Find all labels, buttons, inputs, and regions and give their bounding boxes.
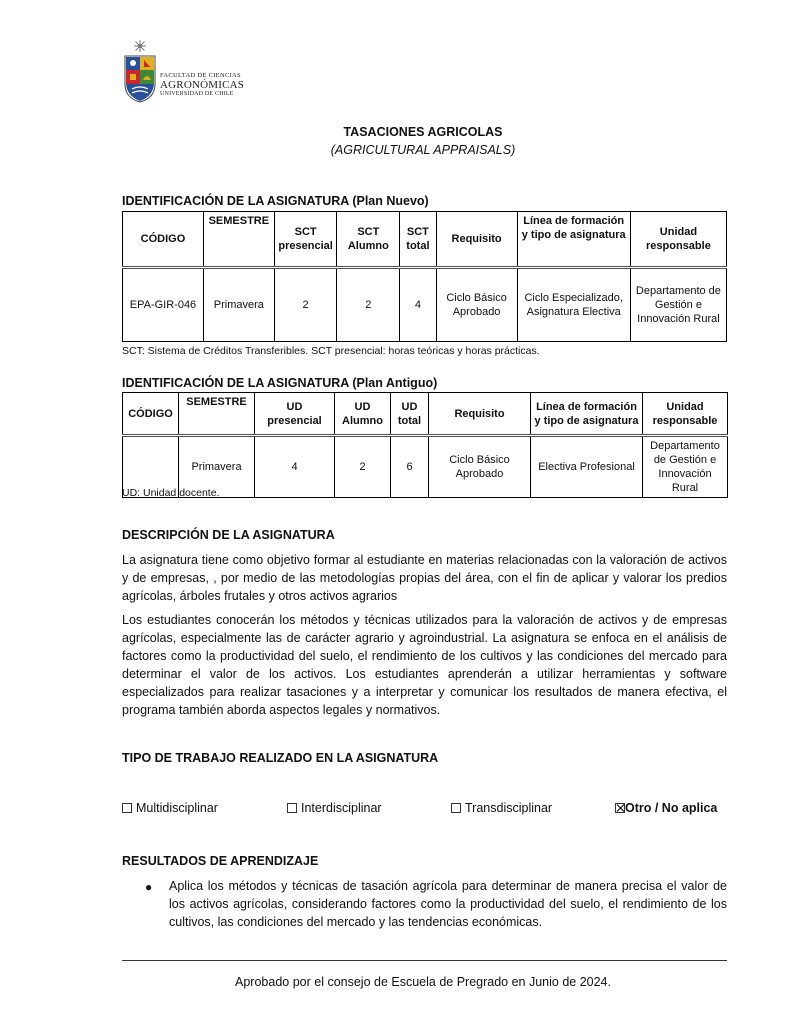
tipo-trabajo-heading: TIPO DE TRABAJO REALIZADO EN LA ASIGNATURA xyxy=(122,751,439,765)
plan-nuevo-heading: IDENTIFICACIÓN DE LA ASIGNATURA (Plan Nuevo) xyxy=(122,194,429,208)
logo-line-1: FACULTAD DE CIENCIAS xyxy=(160,72,241,79)
table-header-cell: Línea de formación y tipo de asignatura xyxy=(531,393,643,436)
checkbox-label: Transdisciplinar xyxy=(465,801,553,815)
table-cell: 4 xyxy=(255,436,335,498)
checkbox-multidisciplinar[interactable] xyxy=(122,801,218,815)
table-header-cell: SEMESTRE xyxy=(179,393,255,436)
checkbox-transdisciplinar[interactable] xyxy=(451,801,552,815)
table-header-cell: UD total xyxy=(391,393,429,436)
table-header-cell: SCT presencial xyxy=(274,212,337,268)
checkbox-checked-icon xyxy=(615,803,625,813)
plan-nuevo-note: SCT: Sistema de Créditos Transferibles. SCT presencial: horas teóricas y horas prácticas. xyxy=(122,345,540,357)
table-header-cell: Línea de formación y tipo de asignatura xyxy=(517,212,630,268)
descripcion-paragraph-2: Los estudiantes conocerán los métodos y técnicas utilizados para la valoración de activos y de empresas agrícolas, especialmente las de carácter agrario y agroindustrial. La asignatura se enfoca en el análisis de factores como la productividad del suelo, el rendimiento de los cultivos y las condiciones del mercado para determinar el valor de los activos. Los estudiantes aprenderán a utilizar herramientas y software especializados para realizar tasaciones y a interpretar y comunicar los resultados de manera efectiva, el programa también aborda aspectos legales y normativos. xyxy=(122,613,727,717)
checkbox-otro-no-aplica[interactable] xyxy=(615,801,717,815)
table-cell: Departamento de Gestión e Innovación Rural xyxy=(643,436,728,498)
table-header-cell: UD presencial xyxy=(255,393,335,436)
table-cell: Departamento de Gestión e Innovación Rural xyxy=(630,268,726,342)
page-subtitle: (AGRICULTURAL APPRAISALS) xyxy=(330,143,516,157)
table-header-cell: UD Alumno xyxy=(335,393,391,436)
table-header-cell: Unidad responsable xyxy=(630,212,726,268)
table-cell: Ciclo Básico Aprobado xyxy=(436,268,517,342)
table-header-cell: SCT total xyxy=(400,212,436,268)
logo-line-2: AGRONÓMICAS xyxy=(160,79,245,91)
table-row xyxy=(123,268,727,342)
bullet-icon: ● xyxy=(145,880,153,894)
table-header-row xyxy=(123,212,727,268)
faculty-logo xyxy=(122,38,245,104)
table-header-cell: Requisito xyxy=(429,393,531,436)
table-cell: Electiva Profesional xyxy=(531,436,643,498)
checkbox-unchecked-icon xyxy=(122,803,132,813)
list-item: Aplica los métodos y técnicas de tasación agrícola para determinar de manera precisa el valor de los activos agrícolas, considerando factores como la productividad del suelo, el rendimiento de los cultivos, las condiciones del mercado y las tendencias económicas. xyxy=(169,879,727,929)
table-header-cell: CÓDIGO xyxy=(123,393,179,436)
table-cell: 6 xyxy=(391,436,429,498)
resultados-heading: RESULTADOS DE APRENDIZAJE xyxy=(122,854,319,868)
footer-text: Aprobado por el consejo de Escuela de Pregrado en Junio de 2024. xyxy=(235,975,611,989)
checkbox-label: Multidisciplinar xyxy=(136,801,218,815)
table-cell: Ciclo Básico Aprobado xyxy=(429,436,531,498)
table-cell: Primavera xyxy=(203,268,274,342)
footer-divider xyxy=(122,960,727,961)
descripcion-paragraph-1: La asignatura tiene como objetivo formar al estudiante en materias relacionadas con la valoración de activos y de empresas, , por medio de las metodologías propias del área, con el fin de aplicar y valorar los predios agrícolas, árboles frutales y otros activos agrarios xyxy=(122,553,727,603)
logo-line-3: UNIVERSIDAD DE CHILE xyxy=(160,91,234,97)
table-cell: Ciclo Especializado, Asignatura Electiva xyxy=(517,268,630,342)
plan-antiguo-table xyxy=(122,392,728,498)
plan-nuevo-table xyxy=(122,211,727,342)
descripcion-heading: DESCRIPCIÓN DE LA ASIGNATURA xyxy=(122,528,335,542)
plan-antiguo-note: UD: Unidad docente. xyxy=(122,487,220,499)
page-title: TASACIONES AGRICOLAS xyxy=(343,125,503,139)
table-cell: 2 xyxy=(335,436,391,498)
checkbox-unchecked-icon xyxy=(451,803,461,813)
table-cell: 2 xyxy=(274,268,337,342)
checkbox-label: Otro / No aplica xyxy=(625,801,718,815)
table-header-cell: SCT Alumno xyxy=(337,212,400,268)
table-header-row xyxy=(123,393,728,436)
checkbox-unchecked-icon xyxy=(287,803,297,813)
table-cell: 2 xyxy=(337,268,400,342)
checkbox-label: Interdisciplinar xyxy=(301,801,382,815)
checkbox-interdisciplinar[interactable] xyxy=(287,801,382,815)
table-cell: 4 xyxy=(400,268,436,342)
university-shield-icon xyxy=(122,38,158,104)
table-cell: Primavera xyxy=(179,436,255,498)
table-header-cell: Requisito xyxy=(436,212,517,268)
table-header-cell: Unidad responsable xyxy=(643,393,728,436)
table-header-cell: CÓDIGO xyxy=(123,212,204,268)
table-cell: EPA-GIR-046 xyxy=(123,268,204,342)
table-header-cell: SEMESTRE xyxy=(203,212,274,268)
plan-antiguo-heading: IDENTIFICACIÓN DE LA ASIGNATURA (Plan Antiguo) xyxy=(122,376,438,390)
